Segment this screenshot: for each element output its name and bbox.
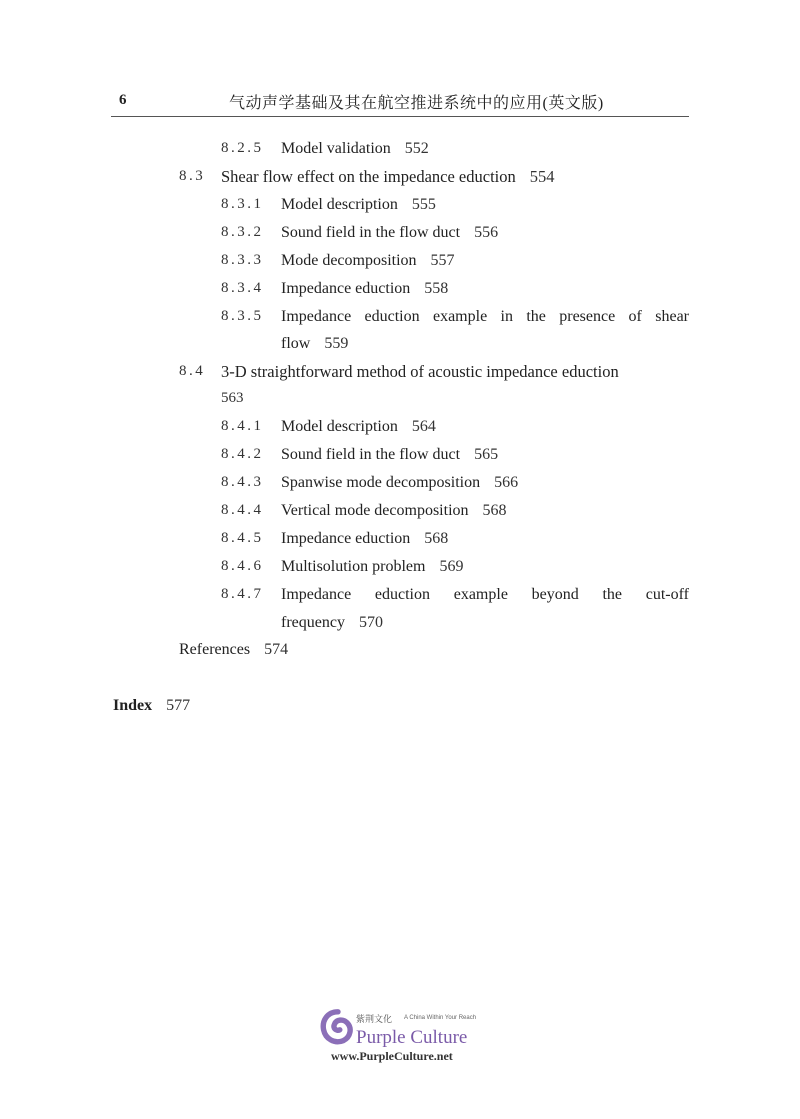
page-ref: 556: [474, 224, 499, 241]
section-title: Multisolution problem: [281, 558, 426, 575]
section-number: 8.4.6: [221, 558, 264, 574]
section-number: 8.4.4: [221, 502, 264, 518]
page-ref: 555: [411, 196, 436, 213]
section-title: Vertical mode decomposition: [281, 502, 469, 519]
page-ref: 568: [482, 502, 507, 519]
page-ref: 574: [264, 641, 289, 658]
section-title: Shear flow effect on the impedance eduction: [221, 167, 516, 186]
brand-name: Purple Culture: [356, 1027, 468, 1048]
section-number: 8.4.3: [221, 474, 264, 490]
brand-chinese: 紫荆文化: [356, 1015, 393, 1025]
section-title-continued: frequency: [281, 614, 345, 631]
page-ref: 564: [411, 418, 436, 435]
section-title: Impedance eduction: [281, 280, 411, 297]
section-number: 8.3.1: [221, 196, 264, 212]
index-label: Index: [113, 697, 153, 714]
page-ref: 570: [358, 614, 383, 631]
section-title: Sound field in the flow duct: [281, 446, 461, 463]
running-header: [111, 88, 689, 117]
section-title: Mode decomposition: [281, 252, 417, 269]
brand-tagline: A China Within Your Reach: [404, 1015, 477, 1021]
section-title: Impedance eduction example in the presence of shear: [281, 308, 689, 325]
section-title-continued: flow: [281, 335, 311, 352]
section-title: Model description: [281, 418, 398, 435]
section-title: 3-D straightforward method of acoustic impedance eduction: [221, 362, 619, 381]
page-ref: 577: [166, 697, 191, 714]
section-number: 8.4.1: [221, 418, 264, 434]
page-ref: 569: [439, 558, 464, 575]
section-title: Model description: [281, 196, 398, 213]
page-ref: 554: [529, 167, 555, 186]
section-number: 8.3.5: [221, 308, 264, 324]
section-number: 8.4.2: [221, 446, 264, 462]
page-number: 6: [119, 92, 127, 108]
spiral-logo-icon: [320, 1008, 356, 1048]
brand-url: www.PurpleCulture.net: [331, 1049, 453, 1063]
section-number: 8.3.4: [221, 280, 264, 296]
section-number: 8.3.2: [221, 224, 264, 240]
section-number: 8.4.7: [221, 586, 264, 602]
section-title: Impedance eduction: [281, 530, 411, 547]
page-ref: 565: [474, 446, 499, 463]
page-ref: 558: [424, 280, 449, 297]
page-ref: 566: [494, 474, 519, 491]
section-title: Impedance eduction example beyond the cut-off: [281, 586, 689, 603]
section-number: 8.3: [179, 168, 206, 184]
section-number: 8.4.5: [221, 530, 264, 546]
section-title: Spanwise mode decomposition: [281, 474, 481, 491]
page-ref: 568: [424, 530, 449, 547]
section-number: 8.3.3: [221, 252, 264, 268]
running-title: 气动声学基础及其在航空推进系统中的应用(英文版): [229, 95, 604, 112]
section-title: Sound field in the flow duct: [281, 224, 461, 241]
page-ref: 552: [404, 140, 429, 157]
page-ref: 563: [221, 390, 244, 406]
section-number: 8.2.5: [221, 140, 264, 156]
section-title: References: [179, 641, 251, 658]
section-number: 8.4: [179, 363, 206, 379]
section-title: Model validation: [281, 140, 391, 157]
page-ref: 557: [430, 252, 455, 269]
page-ref: 559: [324, 335, 349, 352]
